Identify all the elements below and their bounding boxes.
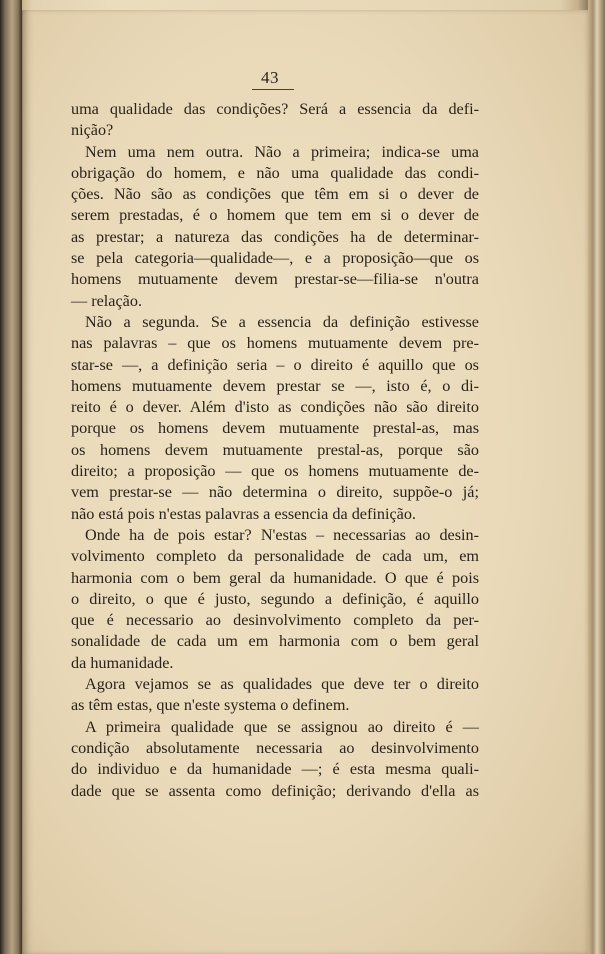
- text-line: Nem uma nem outra. Não a primeira; indica-se uma: [85, 142, 479, 161]
- text-line: harmonia com o bem geral da humanidade. O que é pois: [71, 568, 479, 587]
- text-line: condição absolutamente necessaria ao desinvolvimento: [71, 738, 479, 757]
- text-line: Onde ha de pois estar? N'estas – necessarias ao desin-: [85, 525, 479, 544]
- text-line: os homens devem mutuamente prestal-as, porque são: [71, 440, 479, 459]
- page-number-rule: [252, 89, 294, 90]
- text-line: star-se —, a definição seria – o direito é aquillo que os: [71, 355, 479, 374]
- text-line: vem prestar-se — não determina o direito, suppõe-o já;: [71, 483, 479, 502]
- text-line: obrigação do homem, e não uma qualidade das condi-: [71, 163, 479, 182]
- text-line: direito; a proposição — que os homens mutuamente de-: [71, 462, 479, 481]
- text-line: homens mutuamente devem prestar se —, isto é, o di-: [71, 376, 479, 395]
- text-line: nição?: [71, 121, 114, 140]
- text-line: da humanidade.: [71, 653, 174, 672]
- text-line: — relação.: [71, 291, 143, 310]
- page-stack-edge: [588, 0, 605, 954]
- text-line: as prestar; a natureza das condições ha de determinar-: [71, 227, 479, 246]
- text-line: o direito, o que é justo, segundo a definição, é aquillo: [71, 589, 479, 608]
- text-line: Agora vejamos se as qualidades que deve ter o direito: [85, 675, 479, 694]
- text-line: homens mutuamente devem prestar-se—filia-se n'outra: [71, 270, 479, 289]
- book-page: [22, 10, 589, 954]
- text-line: as têm estas, que n'este systema o definem.: [71, 696, 350, 715]
- text-line: Não a segunda. Se a essencia da definição estivesse: [85, 312, 479, 331]
- body-text: [71, 99, 479, 802]
- text-line: A primeira qualidade que se assignou ao direito é —: [85, 717, 479, 736]
- text-line: do individuo e da humanidade —; é esta mesma quali-: [71, 760, 479, 779]
- text-line: se pela categoria—qualidade—, e a proposição—que os: [71, 249, 479, 268]
- text-line: uma qualidade das condições? Será a essencia da defi-: [71, 100, 479, 118]
- page-number: 43: [261, 68, 279, 87]
- text-line: sonalidade de cada um em harmonia com o bem geral: [71, 632, 479, 651]
- text-line: ções. Não são as condições que têm em si o dever de: [71, 185, 479, 204]
- text-line: que é necessario ao desinvolvimento completo da per-: [71, 611, 479, 630]
- text-line: volvimento completo da personalidade de cada um, em: [71, 547, 479, 566]
- text-line: porque os homens devem mutuamente prestal-as, mas: [71, 419, 479, 438]
- text-line: reito é o dever. Além d'isto as condições não são direito: [71, 398, 479, 417]
- left-page-edge: [0, 0, 22, 954]
- text-line: nas palavras – que os homens mutuamente devem pre-: [71, 334, 479, 353]
- text-line: não está pois n'estas palavras a essencia da definição.: [71, 504, 416, 523]
- text-line: dade que se assenta como definição; derivando d'ella as: [71, 781, 479, 800]
- text-line: serem prestadas, é o homem que tem em si o dever de: [71, 206, 479, 225]
